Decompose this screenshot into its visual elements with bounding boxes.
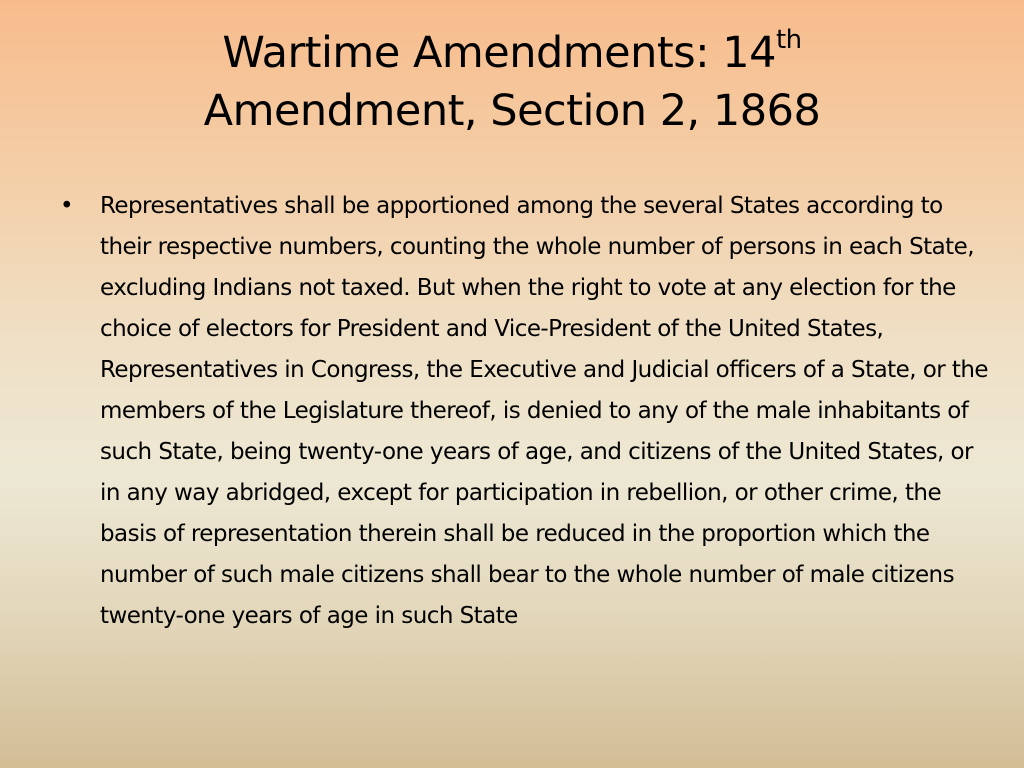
bullet-list — [56, 186, 996, 637]
bullet-text: Representatives shall be apportioned among the several States according to their respective numbers, counting the whole number of persons in each State, excluding Indians not taxed. But when the right to vote at any election for the choice of electors for President and Vice-President of the United States, Representatives in Congress, the Executive and Judicial officers of a State, or the members of the Legislature thereof, is denied to any of the male inhabitants of such State, being twenty-one years of age, and citizens of the United States, or in any way abridged, except for participation in rebellion, or other crime, the basis of representation therein shall be reduced in the proportion which the number of such male citizens shall bear to the whole number of male citizens twenty-one years of age in such State — [100, 193, 988, 629]
bullet-marker: • — [60, 193, 74, 219]
title-line-1: Wartime Amendments: 14 — [222, 28, 776, 78]
title-superscript: th — [775, 24, 802, 55]
slide-title — [60, 24, 964, 140]
bullet-item — [56, 186, 996, 637]
title-line-2: Amendment, Section 2, 1868 — [203, 86, 821, 136]
